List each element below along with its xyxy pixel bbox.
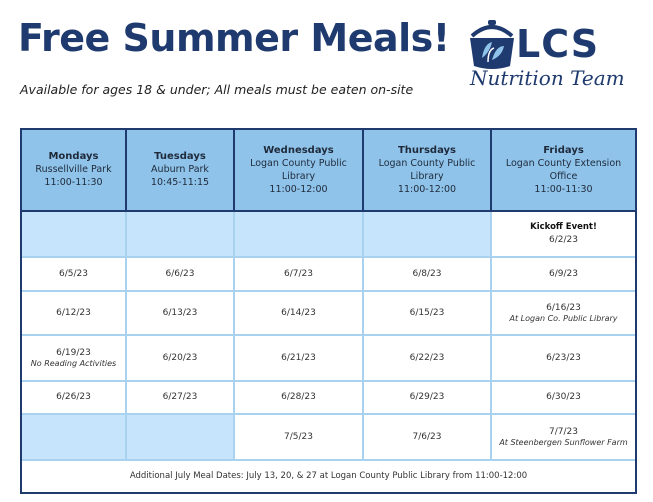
date-cell	[235, 336, 364, 382]
meal-date: 6/9/23	[549, 268, 578, 279]
event-label: Kickoff Event!	[530, 222, 597, 233]
page-subtitle: Available for ages 18 & under; All meals must be eaten on-site	[20, 82, 414, 97]
meal-date: 6/28/23	[281, 392, 316, 403]
empty-cell	[22, 212, 127, 258]
column-header	[22, 130, 127, 212]
date-cell	[492, 292, 635, 336]
date-cell	[235, 258, 364, 292]
meal-date: 6/20/23	[162, 352, 198, 363]
meal-date: 6/16/23	[546, 302, 581, 313]
meal-date: 6/8/23	[412, 268, 442, 279]
meal-date: 6/14/23	[281, 307, 316, 318]
date-cell	[364, 382, 492, 415]
column-place: Auburn Park	[151, 164, 209, 176]
meal-note: At Logan Co. Public Library	[509, 313, 618, 323]
date-cell	[235, 292, 364, 336]
column-time: 11:00-12:00	[397, 183, 457, 195]
column-time: 10:45-11:15	[150, 177, 210, 189]
empty-cell	[235, 212, 364, 258]
empty-cell	[127, 212, 235, 258]
date-cell	[22, 336, 127, 382]
date-cell	[22, 258, 127, 292]
meal-schedule-table	[20, 128, 637, 494]
table-footer-note: Additional July Meal Dates: July 13, 20, & 27 at Logan County Public Library from 11:00-12:00	[129, 470, 528, 481]
column-time: 11:00-12:00	[269, 183, 328, 195]
date-cell	[492, 415, 635, 461]
date-cell	[127, 292, 235, 336]
column-day: Tuesdays	[154, 150, 206, 162]
meal-date: 6/21/23	[281, 352, 316, 363]
meal-date: 6/23/23	[546, 352, 581, 363]
date-cell	[127, 382, 235, 415]
column-place: Logan County Public Library	[250, 158, 347, 182]
column-time: 11:00-11:30	[44, 177, 103, 189]
date-cell	[364, 415, 492, 461]
meal-date: 6/5/23	[59, 268, 88, 279]
date-cell	[364, 336, 492, 382]
meal-date: 6/15/23	[409, 307, 445, 318]
column-place: Russellville Park	[35, 164, 112, 176]
meal-date: 6/26/23	[56, 392, 91, 403]
date-cell	[22, 382, 127, 415]
column-day: Fridays	[543, 144, 584, 156]
column-day: Wednesdays	[263, 144, 334, 156]
meal-note: No Reading Activities	[30, 358, 117, 368]
date-cell	[492, 212, 635, 258]
logo-script: Nutrition Team	[470, 66, 625, 90]
pot-with-leaves-icon	[466, 14, 518, 74]
meal-date: 6/19/23	[56, 347, 91, 358]
meal-date: 6/27/23	[162, 392, 198, 403]
meal-date: 7/7/23	[549, 426, 578, 437]
meal-date: 6/29/23	[409, 392, 445, 403]
meal-date: 6/6/23	[165, 268, 195, 279]
meal-date: 6/30/23	[546, 392, 581, 403]
date-cell	[492, 382, 635, 415]
column-time: 11:00-11:30	[534, 183, 593, 195]
column-header	[235, 130, 364, 212]
meal-date: 7/6/23	[412, 431, 442, 442]
date-cell	[127, 336, 235, 382]
empty-cell	[364, 212, 492, 258]
page-title: Free Summer Meals!	[18, 16, 450, 60]
column-header	[127, 130, 235, 212]
date-cell	[22, 292, 127, 336]
date-cell	[492, 258, 635, 292]
column-header	[364, 130, 492, 212]
lcs-logo	[466, 14, 636, 100]
meal-date: 6/22/23	[409, 352, 445, 363]
meal-date: 6/13/23	[162, 307, 198, 318]
date-cell	[235, 415, 364, 461]
column-day: Thursdays	[397, 144, 456, 156]
empty-cell	[22, 415, 127, 461]
meal-date: 6/7/23	[284, 268, 313, 279]
column-place: Logan County Extension Office	[505, 158, 622, 182]
empty-cell	[127, 415, 235, 461]
column-header	[492, 130, 635, 212]
meal-note: At Steenbergen Sunflower Farm	[499, 437, 628, 447]
meal-date: 6/12/23	[56, 307, 91, 318]
column-place: Logan County Public Library	[378, 158, 476, 182]
date-cell	[235, 382, 364, 415]
meal-date: 7/5/23	[284, 431, 313, 442]
date-cell	[364, 258, 492, 292]
date-cell	[127, 258, 235, 292]
date-cell	[492, 336, 635, 382]
meal-date: 6/2/23	[549, 234, 578, 245]
column-day: Mondays	[48, 150, 99, 162]
date-cell	[364, 292, 492, 336]
logo-text: LCS	[516, 22, 600, 66]
